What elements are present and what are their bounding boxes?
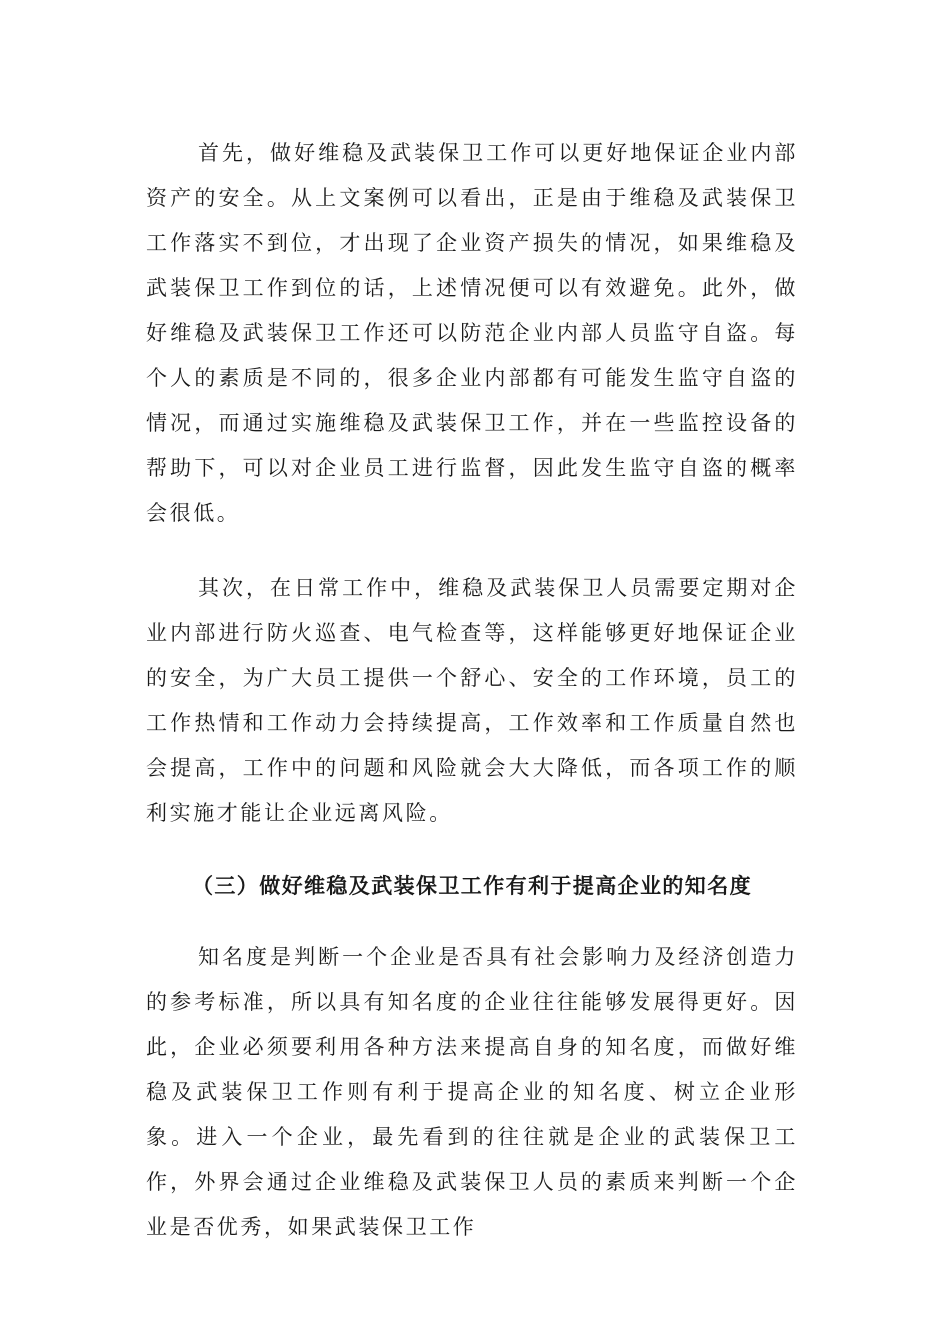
section-heading-reputation: （三）做好维稳及武装保卫工作有利于提高企业的知名度 [192, 873, 752, 898]
document-page [146, 131, 798, 1250]
paragraph-reputation: 知名度是判断一个企业是否具有社会影响力及经济创造力的参考标准，所以具有知名度的企业往往能够发展得更好。因此，企业必须要利用各种方法来提高自身的知名度，而做好维稳及武装保卫工作则有利于提高企业的知名度、树立企业形象。进入一个企业，最先看到的往往就是企业的武装保卫工作，外界会通过企业维稳及武装保卫人员的素质来判断一个企业是否优秀，如果武装保卫工作 [146, 945, 798, 1239]
paragraph-second-daily-work: 其次，在日常工作中，维稳及武装保卫人员需要定期对企业内部进行防火巡查、电气检查等，这样能够更好地保证企业的安全，为广大员工提供一个舒心、安全的工作环境，员工的工作热情和工作动力会持续提高，工作效率和工作质量自然也会提高，工作中的问题和风险就会大大降低，而各项工作的顺利实施才能让企业远离风险。 [146, 576, 798, 825]
paragraph-first-asset-security: 首先，做好维稳及武装保卫工作可以更好地保证企业内部资产的安全。从上文案例可以看出，正是由于维稳及武装保卫工作落实不到位，才出现了企业资产损失的情况，如果维稳及武装保卫工作到位的话，上述情况便可以有效避免。此外，做好维稳及武装保卫工作还可以防范企业内部人员监守自盗。每个人的素质是不同的，很多企业内部都有可能发生监守自盗的情况，而通过实施维稳及武装保卫工作，并在一些监控设备的帮助下，可以对企业员工进行监督，因此发生监守自盗的概率会很低。 [146, 141, 798, 525]
